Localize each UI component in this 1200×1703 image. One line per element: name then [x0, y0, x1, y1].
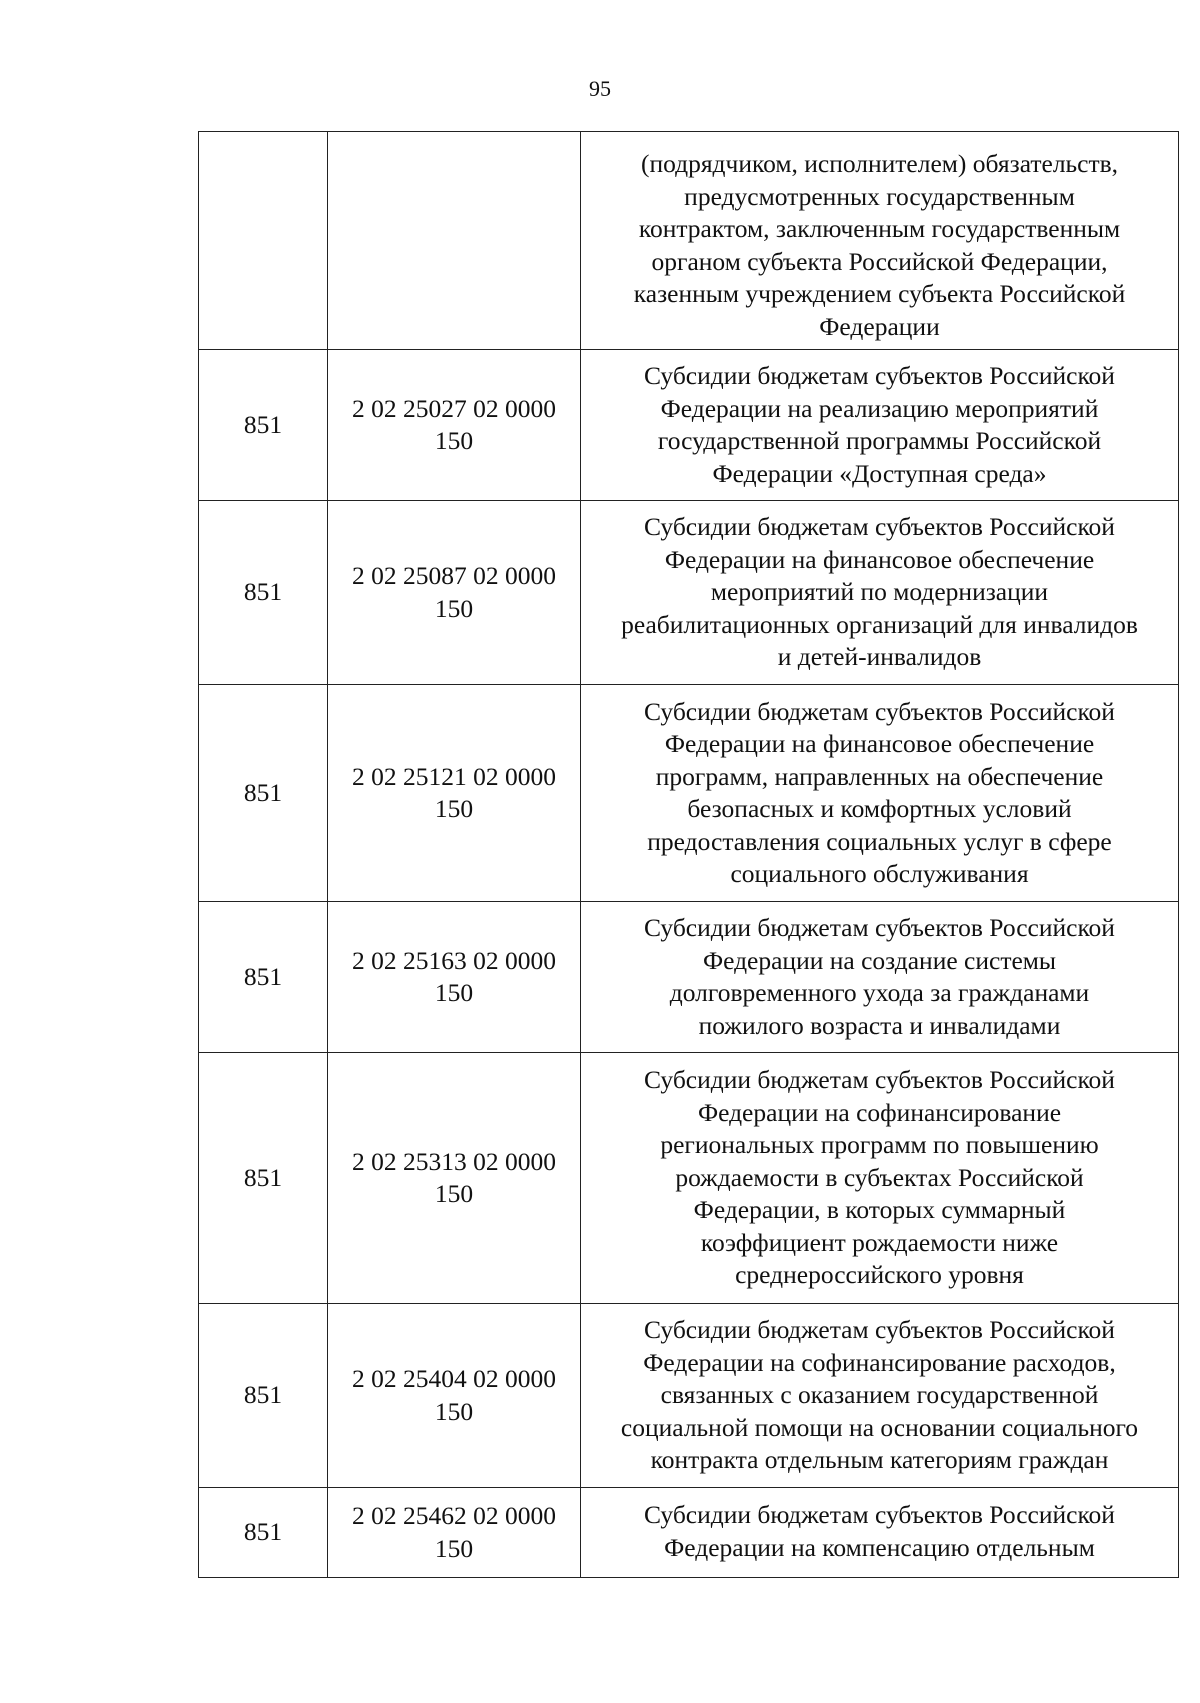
- description-text: Субсидии бюджетам субъектов Российской Федерации на создание системы долговременного ухода за гражданами пожилого возраста и инвалидами: [644, 913, 1115, 1040]
- table-row: [199, 1488, 1179, 1578]
- description-cell: [581, 501, 1179, 685]
- description-text: Субсидии бюджетам субъектов Российской Федерации на компенсацию отдельным: [644, 1500, 1115, 1562]
- description-text: Субсидии бюджетам субъектов Российской Федерации на софинансирование региональных программ по повышению рождаемости в субъектах Российской Федерации, в которых суммарный коэффициент рождаемости ниже среднероссийского уровня: [644, 1065, 1115, 1290]
- admin-code-cell: 851: [199, 685, 328, 902]
- table-row: [199, 1304, 1179, 1488]
- table-row: [199, 501, 1179, 685]
- description-text: Субсидии бюджетам субъектов Российской Федерации на реализацию мероприятий государственной программы Российской Федерации «Доступная среда»: [644, 361, 1115, 488]
- admin-code-cell: [199, 132, 328, 350]
- revenue-code-text: 2 02 25087 02 0000 150: [352, 561, 556, 623]
- table-row: [199, 350, 1179, 501]
- admin-code-cell: 851: [199, 1053, 328, 1304]
- description-cell: [581, 350, 1179, 501]
- revenue-code-cell: [328, 350, 581, 501]
- admin-code-cell: 851: [199, 1304, 328, 1488]
- budget-codes-table: [198, 131, 1179, 1578]
- revenue-code-cell: [328, 685, 581, 902]
- revenue-code-cell: [328, 132, 581, 350]
- revenue-code-cell: [328, 501, 581, 685]
- revenue-code-text: 2 02 25121 02 0000 150: [352, 761, 556, 823]
- description-text: Субсидии бюджетам субъектов Российской Федерации на финансовое обеспечение мероприятий по модернизации реабилитационных организаций для инвалидов и детей-инвалидов: [621, 512, 1138, 672]
- page-number: 95: [589, 76, 611, 101]
- revenue-code-text: 2 02 25404 02 0000 150: [352, 1364, 556, 1426]
- description-cell: [581, 132, 1179, 350]
- description-text: (подрядчиком, исполнителем) обязательств, предусмотренных государственным контрактом, заключенным государственным органом субъекта Российской Федерации, казенным учреждением субъекта Российской Федерации: [633, 149, 1126, 341]
- description-cell: [581, 902, 1179, 1053]
- revenue-code-text: 2 02 25163 02 0000 150: [352, 945, 556, 1007]
- description-cell: [581, 685, 1179, 902]
- description-text: Субсидии бюджетам субъектов Российской Федерации на софинансирование расходов, связанных с оказанием государственной социальной помощи на основании социального контракта отдельным категориям граждан: [620, 1315, 1139, 1475]
- table-row: [199, 685, 1179, 902]
- table-row: [199, 902, 1179, 1053]
- admin-code-cell: 851: [199, 902, 328, 1053]
- description-text: Субсидии бюджетам субъектов Российской Федерации на финансовое обеспечение программ, направленных на обеспечение безопасных и комфортных условий предоставления социальных услуг в сфере социального обслуживания: [644, 696, 1115, 888]
- description-cell: [581, 1304, 1179, 1488]
- revenue-code-cell: [328, 1053, 581, 1304]
- description-cell: [581, 1488, 1179, 1578]
- revenue-code-text: 2 02 25462 02 0000 150: [352, 1501, 556, 1563]
- table-row: [199, 1053, 1179, 1304]
- revenue-code-text: 2 02 25313 02 0000 150: [352, 1146, 556, 1208]
- admin-code-cell: 851: [199, 501, 328, 685]
- admin-code-cell: 851: [199, 1488, 328, 1578]
- admin-code-cell: 851: [199, 350, 328, 501]
- revenue-code-text: 2 02 25027 02 0000 150: [352, 393, 556, 455]
- table-row: [199, 132, 1179, 350]
- description-cell: [581, 1053, 1179, 1304]
- revenue-code-cell: [328, 1488, 581, 1578]
- revenue-code-cell: [328, 902, 581, 1053]
- revenue-code-cell: [328, 1304, 581, 1488]
